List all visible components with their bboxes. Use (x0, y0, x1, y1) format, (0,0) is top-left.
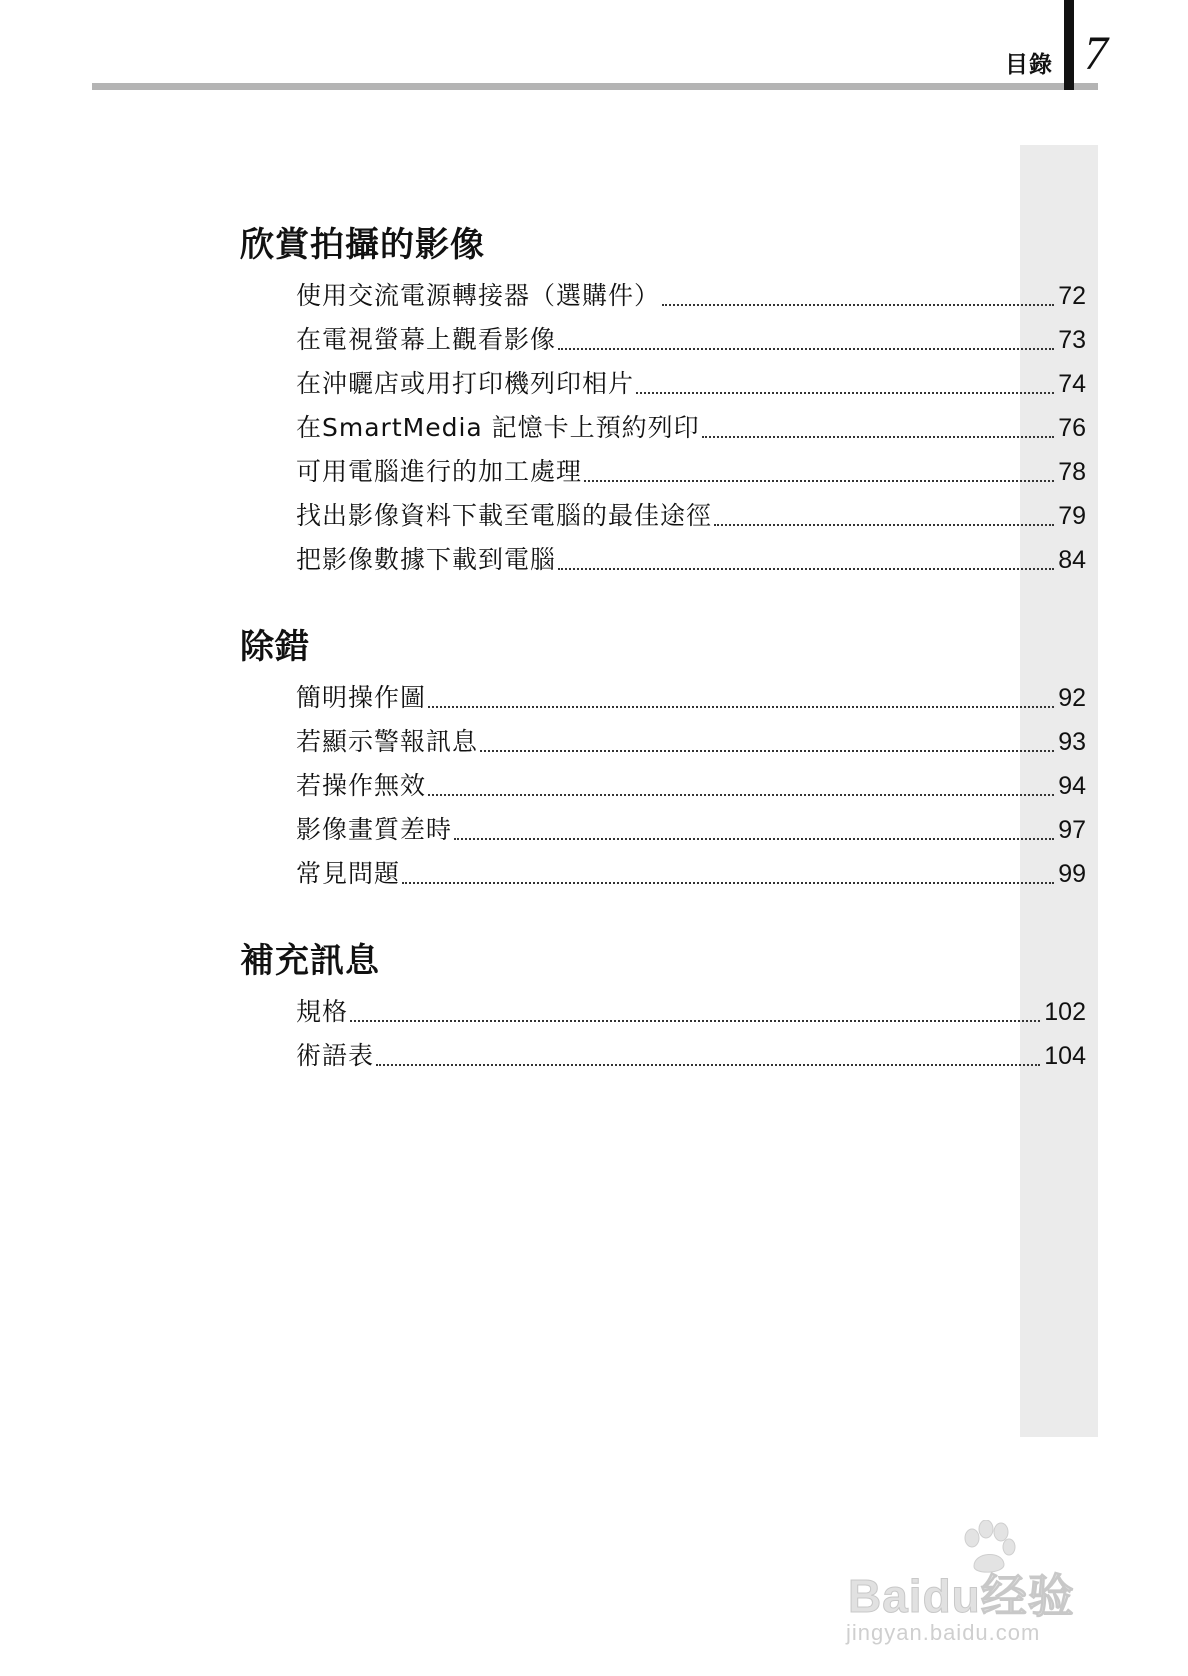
entry-page: 84 (1058, 546, 1086, 574)
entry-label: 把影像數據下載到電腦 (296, 545, 557, 574)
entry-label: 影像畫質差時 (296, 815, 453, 844)
toc-entry[interactable] (240, 808, 1086, 852)
leader-dots (350, 1020, 1040, 1022)
entry-label: 若操作無效 (296, 771, 427, 800)
entry-page: 92 (1058, 684, 1086, 712)
entry-page: 73 (1058, 326, 1086, 354)
toc-entry[interactable] (240, 1034, 1086, 1078)
leader-dots (428, 706, 1054, 708)
leader-dots (558, 348, 1054, 350)
toc-entry[interactable] (240, 406, 1086, 450)
page-number: 7 (1084, 27, 1108, 80)
section-additional-info (240, 938, 1086, 1078)
toc-entry[interactable] (240, 318, 1086, 362)
entry-label: 使用交流電源轉接器（選購件） (296, 281, 661, 310)
entry-page: 76 (1058, 414, 1086, 442)
entry-label: 在沖曬店或用打印機列印相片 (296, 369, 635, 398)
entry-page: 94 (1058, 772, 1086, 800)
entry-page: 78 (1058, 458, 1086, 486)
leader-dots (584, 480, 1054, 482)
entry-page: 74 (1058, 370, 1086, 398)
leader-dots (454, 838, 1054, 840)
section-title: 補充訊息 (240, 941, 380, 981)
leader-dots (376, 1064, 1040, 1066)
toc-entry[interactable] (240, 450, 1086, 494)
header-title: 目錄 (1005, 52, 1053, 78)
leader-dots (636, 392, 1054, 394)
leader-dots (402, 882, 1054, 884)
header-bar (1064, 0, 1074, 90)
entry-label: 在SmartMedia 記憶卡上預約列印 (296, 413, 700, 442)
watermark-brand: Baidu经验 (848, 1570, 1075, 1622)
entry-label: 可用電腦進行的加工處理 (296, 457, 583, 486)
entry-label: 簡明操作圖 (296, 683, 427, 712)
section-troubleshooting (240, 624, 1086, 896)
toc-entry[interactable] (240, 720, 1086, 764)
entry-page: 72 (1058, 282, 1086, 310)
entry-label: 術語表 (296, 1041, 375, 1070)
leader-dots (558, 568, 1054, 570)
toc-entry[interactable] (240, 538, 1086, 582)
entry-page: 93 (1058, 728, 1086, 756)
toc-entry[interactable] (240, 676, 1086, 720)
toc-entry[interactable] (240, 494, 1086, 538)
baidu-watermark (838, 1520, 1118, 1645)
leader-dots (702, 436, 1055, 438)
entry-label: 常見問題 (296, 859, 401, 888)
leader-dots (480, 750, 1054, 752)
entry-page: 97 (1058, 816, 1086, 844)
leader-dots (428, 794, 1054, 796)
entry-page: 104 (1044, 1042, 1086, 1070)
toc-entry[interactable] (240, 764, 1086, 808)
section-title: 除錯 (240, 627, 310, 667)
section-title: 欣賞拍攝的影像 (240, 225, 485, 265)
section-viewing-images (240, 222, 1086, 582)
toc-entry[interactable] (240, 990, 1086, 1034)
entry-page: 79 (1058, 502, 1086, 530)
header-rule (92, 83, 1098, 90)
entry-label: 在電視螢幕上觀看影像 (296, 325, 557, 354)
entry-label: 若顯示警報訊息 (296, 727, 479, 756)
toc-entry[interactable] (240, 362, 1086, 406)
table-of-contents (240, 222, 1086, 1120)
toc-entry[interactable] (240, 274, 1086, 318)
entry-page: 102 (1044, 998, 1086, 1026)
entry-page: 99 (1058, 860, 1086, 888)
toc-entry[interactable] (240, 852, 1086, 896)
leader-dots (662, 304, 1054, 306)
entry-label: 規格 (296, 997, 349, 1026)
leader-dots (714, 524, 1054, 526)
entry-label: 找出影像資料下載至電腦的最佳途徑 (296, 501, 713, 530)
watermark-url: jingyan.baidu.com (846, 1620, 1041, 1645)
